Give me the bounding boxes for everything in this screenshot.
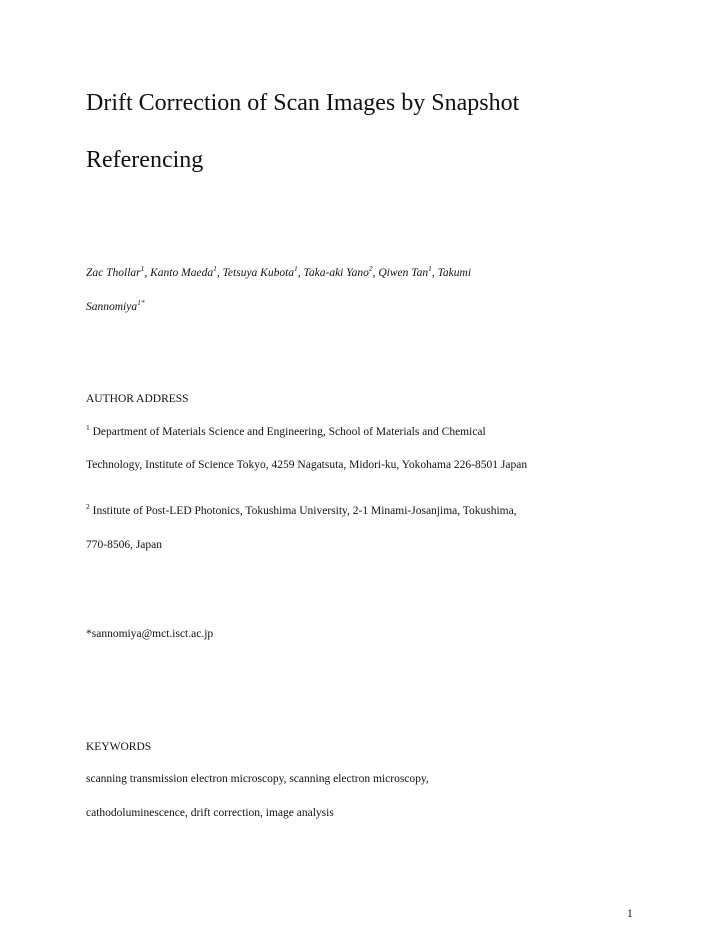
author-list-line-1 xyxy=(86,265,471,281)
author-separator: , xyxy=(216,267,223,279)
corresponding-email: *sannomiya@mct.isct.ac.jp xyxy=(86,628,214,640)
author-affiliation-marker: 1 xyxy=(294,264,298,274)
author-affiliation-marker: 1 xyxy=(213,264,217,274)
keywords-heading: KEYWORDS xyxy=(86,741,152,753)
author-list-line-2 xyxy=(86,299,145,315)
author-address-heading: AUTHOR ADDRESS xyxy=(86,393,189,405)
keywords-line-2: cathodoluminescence, drift correction, image analysis xyxy=(86,807,334,819)
author-separator: , xyxy=(144,267,151,279)
affiliation-2-line-2: 770-8506, Japan xyxy=(86,539,163,551)
page-number: 1 xyxy=(627,908,633,920)
author-name: Sannomiya xyxy=(86,301,138,313)
affiliation-marker: 2 xyxy=(86,502,90,512)
author-affiliation-marker: 2 xyxy=(368,264,373,274)
author-name: Kanto Maeda xyxy=(150,267,214,279)
author-separator: , xyxy=(372,267,379,279)
author-name: Taka-aki Yano xyxy=(303,267,369,279)
author-name: Qiwen Tan xyxy=(378,267,429,279)
affiliation-1-line-2: Technology, Institute of Science Tokyo, 4259 Nagatsuta, Midori-ku, Yokohama 226-8501 Japan xyxy=(86,459,528,471)
author-name: Tetsuya Kubota xyxy=(222,267,295,279)
paper-title-line-1: Drift Correction of Scan Images by Snapshot xyxy=(86,90,520,116)
paper-title-line-2: Referencing xyxy=(86,147,204,173)
author-name: Zac Thollar xyxy=(86,267,141,279)
affiliation-marker: 1 xyxy=(86,423,90,433)
author-affiliation-marker: 1 xyxy=(428,264,432,274)
affiliation-2-line-1 xyxy=(86,503,517,519)
author-separator: , xyxy=(297,267,304,279)
author-name: Takumi xyxy=(437,267,472,279)
affiliation-1-line-1 xyxy=(86,424,486,440)
affiliation-text: Institute of Post-LED Photonics, Tokushima University, 2-1 Minami-Josanjima, Tokushima, xyxy=(89,505,517,517)
author-separator: , xyxy=(431,267,438,279)
keywords-line-1: scanning transmission electron microscopy, scanning electron microscopy, xyxy=(86,773,429,785)
affiliation-text: Department of Materials Science and Engineering, School of Materials and Chemical xyxy=(89,426,486,438)
author-affiliation-marker: 1* xyxy=(137,298,145,308)
author-affiliation-marker: 1 xyxy=(140,264,145,274)
